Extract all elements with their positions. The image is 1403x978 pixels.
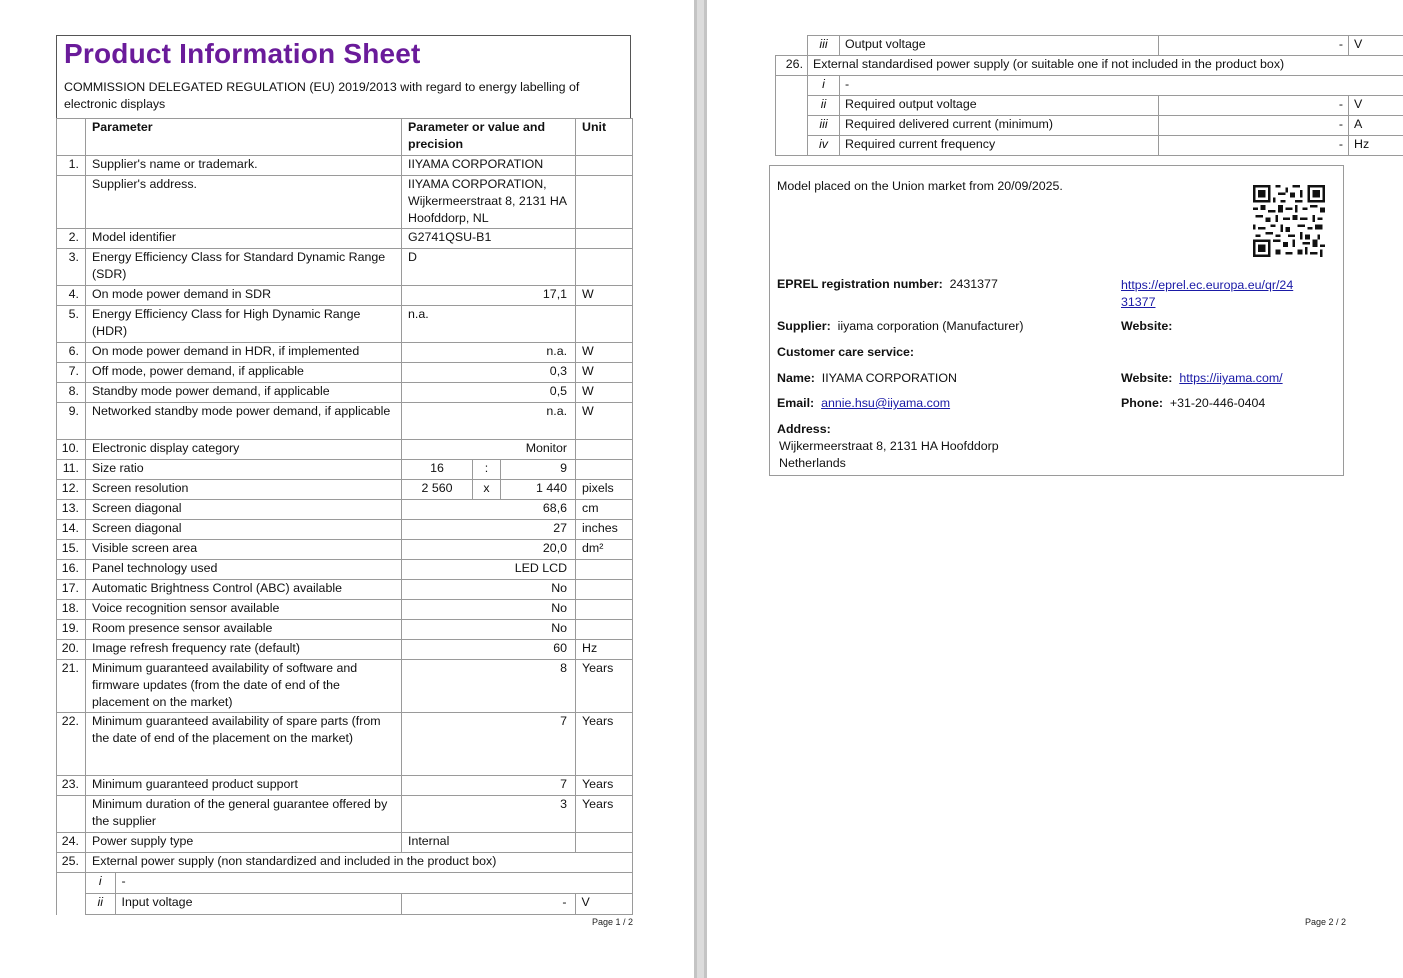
row-number: 18. xyxy=(57,600,86,620)
value-cell: - xyxy=(1159,116,1349,136)
table-row xyxy=(57,249,633,286)
unit-cell: W xyxy=(576,343,633,363)
table-header-row xyxy=(57,119,633,156)
value-part-2: 1 440 xyxy=(501,480,576,500)
website-label: Website: xyxy=(1121,319,1173,333)
parameter-cell: Energy Efficiency Class for High Dynamic Range (HDR) xyxy=(86,306,402,343)
unit-cell: Years xyxy=(576,660,633,713)
unit-cell: cm xyxy=(576,500,633,520)
table-row xyxy=(776,136,1403,156)
row-number: 24. xyxy=(57,833,86,853)
address-line-2: Netherlands xyxy=(779,456,846,470)
value-cell: G2741QSU-B1 xyxy=(402,229,576,249)
name-value: IIYAMA CORPORATION xyxy=(821,371,957,385)
unit-cell: inches xyxy=(576,520,633,540)
unit-cell xyxy=(576,833,633,853)
value-cell: - xyxy=(1159,136,1349,156)
phone-line xyxy=(1121,396,1265,410)
page-2 xyxy=(707,0,1403,978)
sub-number: ii xyxy=(808,96,840,116)
table-row xyxy=(57,796,633,833)
product-information-table xyxy=(56,118,633,915)
sub-number: iv xyxy=(808,136,840,156)
table-row xyxy=(57,560,633,580)
row-number xyxy=(57,894,86,915)
page-1 xyxy=(0,0,694,978)
value-cell: n.a. xyxy=(402,403,576,440)
page-subtitle: COMMISSION DELEGATED REGULATION (EU) 2019/2013 with regard to energy labelling of electronic displays xyxy=(64,80,580,111)
parameter-cell: Panel technology used xyxy=(86,560,402,580)
supplier-line xyxy=(777,319,1024,333)
table-row xyxy=(57,600,633,620)
eprel-number: 2431377 xyxy=(949,277,998,291)
parameter-cell: External power supply (non standardized and included in the product box) xyxy=(86,853,633,873)
table-row xyxy=(57,156,633,176)
header-parameter: Parameter xyxy=(86,119,402,156)
header-number-cell xyxy=(57,119,86,156)
parameter-cell: Required current frequency xyxy=(840,136,1159,156)
supplier-label: Supplier: xyxy=(777,319,831,333)
parameter-cell: Minimum duration of the general guarantee offered by the supplier xyxy=(86,796,402,833)
row-number: 11. xyxy=(57,460,86,480)
value-cell: LED LCD xyxy=(402,560,576,580)
table-row xyxy=(57,620,633,640)
unit-cell: Years xyxy=(576,776,633,796)
row-number: 4. xyxy=(57,286,86,306)
supplier-value: iiyama corporation (Manufacturer) xyxy=(837,319,1024,333)
unit-cell: W xyxy=(576,363,633,383)
row-number: 7. xyxy=(57,363,86,383)
header-unit: Unit xyxy=(576,119,633,156)
name-line xyxy=(777,371,957,385)
unit-cell: W xyxy=(576,403,633,440)
value-cell: IIYAMA CORPORATION, Wijkermeerstraat 8, 2131 HA Hoofddorp, NL xyxy=(402,176,576,229)
value-cell: 8 xyxy=(402,660,576,713)
table-row xyxy=(57,480,633,500)
row-number: 13. xyxy=(57,500,86,520)
parameter-cell: Screen resolution xyxy=(86,480,402,500)
unit-cell: A xyxy=(1349,116,1403,136)
parameter-cell: Off mode, power demand, if applicable xyxy=(86,363,402,383)
unit-cell: Years xyxy=(576,796,633,833)
parameter-cell: - xyxy=(115,873,632,893)
value-cell: n.a. xyxy=(402,343,576,363)
unit-cell xyxy=(576,156,633,176)
table-row xyxy=(57,873,633,894)
sub-number: iii xyxy=(808,36,840,56)
unit-cell: Hz xyxy=(576,640,633,660)
table-row xyxy=(57,520,633,540)
row-number: 12. xyxy=(57,480,86,500)
table-row xyxy=(776,116,1403,136)
parameter-cell: Minimum guaranteed availability of software and firmware updates (from the date of end of the placement on the market) xyxy=(86,660,402,713)
phone-label: Phone: xyxy=(1121,396,1163,410)
table-row xyxy=(57,343,633,363)
table-row xyxy=(57,363,633,383)
row-number: 21. xyxy=(57,660,86,713)
parameter-cell: Visible screen area xyxy=(86,540,402,560)
value-cell: 7 xyxy=(402,713,576,776)
page-gutter xyxy=(694,0,707,978)
value-cell: Monitor xyxy=(402,440,576,460)
unit-cell xyxy=(576,600,633,620)
parameter-cell: Electronic display category xyxy=(86,440,402,460)
value-separator: : xyxy=(473,460,501,480)
unit-cell: W xyxy=(576,383,633,403)
row-number: 9. xyxy=(57,403,86,440)
parameter-cell: Supplier's name or trademark. xyxy=(86,156,402,176)
row-number: 16. xyxy=(57,560,86,580)
unit-cell: Hz xyxy=(1349,136,1403,156)
parameter-cell: - xyxy=(840,76,1403,96)
market-placement-text: Model placed on the Union market from 20/09/2025. xyxy=(777,179,1063,193)
value-cell: 20,0 xyxy=(402,540,576,560)
parameter-cell: Supplier's address. xyxy=(86,176,402,229)
sub-row-cell xyxy=(86,873,633,894)
parameter-cell: Minimum guaranteed availability of spare parts (from the date of end of the placement on the market) xyxy=(86,713,402,776)
eprel-link-line-1[interactable]: https://eprel.ec.europa.eu/qr/24 xyxy=(1121,278,1294,292)
row-number xyxy=(57,796,86,833)
parameter-cell: Automatic Brightness Control (ABC) available xyxy=(86,580,402,600)
row-number xyxy=(57,873,86,894)
unit-cell xyxy=(576,620,633,640)
table-row xyxy=(57,440,633,460)
value-cell: IIYAMA CORPORATION xyxy=(402,156,576,176)
email-link[interactable]: annie.hsu@iiyama.com xyxy=(821,396,951,410)
value-cell: 0,3 xyxy=(402,363,576,383)
unit-cell xyxy=(576,580,633,600)
address-line-1: Wijkermeerstraat 8, 2131 HA Hoofddorp xyxy=(779,439,999,453)
parameter-cell: Energy Efficiency Class for Standard Dynamic Range (SDR) xyxy=(86,249,402,286)
parameter-cell: Voice recognition sensor available xyxy=(86,600,402,620)
eprel-label: EPREL registration number: xyxy=(777,277,943,291)
value-cell: No xyxy=(402,600,576,620)
table-row xyxy=(57,776,633,796)
parameter-cell: Input voltage xyxy=(115,894,401,914)
eprel-link[interactable] xyxy=(1121,277,1293,311)
value-cell: 60 xyxy=(402,640,576,660)
value-cell: - xyxy=(1159,96,1349,116)
website-line xyxy=(1121,371,1283,385)
address-label: Address: xyxy=(777,422,831,436)
table-row xyxy=(57,403,633,440)
value-cell: 68,6 xyxy=(402,500,576,520)
phone-value: +31-20-446-0404 xyxy=(1169,396,1266,410)
unit-cell xyxy=(576,460,633,480)
unit-cell xyxy=(576,176,633,229)
unit-cell xyxy=(576,560,633,580)
unit-cell xyxy=(576,306,633,343)
value-cell: n.a. xyxy=(402,306,576,343)
row-number: 26. xyxy=(776,56,808,76)
row-number: 14. xyxy=(57,520,86,540)
row-number: 15. xyxy=(57,540,86,560)
table-row xyxy=(57,176,633,229)
parameter-cell: Size ratio xyxy=(86,460,402,480)
table-row xyxy=(57,853,633,873)
row-number: 22. xyxy=(57,713,86,776)
value-cell: No xyxy=(402,580,576,600)
parameter-cell: Power supply type xyxy=(86,833,402,853)
parameter-cell: Output voltage xyxy=(840,36,1159,56)
sub-number: ii xyxy=(86,894,115,914)
website-label-2: Website: xyxy=(1121,371,1173,385)
table-row xyxy=(57,660,633,713)
row-number: 8. xyxy=(57,383,86,403)
row-number: 5. xyxy=(57,306,86,343)
row-number xyxy=(57,176,86,229)
table-row xyxy=(57,229,633,249)
email-label: Email: xyxy=(777,396,815,410)
email-line xyxy=(777,396,950,410)
table-row xyxy=(57,833,633,853)
name-label: Name: xyxy=(777,371,815,385)
unit-cell xyxy=(576,249,633,286)
sub-number: iii xyxy=(808,116,840,136)
value-part-2: 9 xyxy=(501,460,576,480)
table-row xyxy=(776,96,1403,116)
row-number: 20. xyxy=(57,640,86,660)
table-row xyxy=(57,383,633,403)
website-link[interactable]: https://iiyama.com/ xyxy=(1179,371,1283,385)
row-number: 6. xyxy=(57,343,86,363)
table-row xyxy=(57,540,633,560)
parameter-cell: Screen diagonal xyxy=(86,500,402,520)
sub-number: i xyxy=(808,76,840,96)
parameter-cell: Minimum guaranteed product support xyxy=(86,776,402,796)
row-number: 3. xyxy=(57,249,86,286)
qr-code-icon[interactable] xyxy=(1253,185,1325,257)
table-row xyxy=(57,460,633,480)
unit-cell xyxy=(576,229,633,249)
unit-cell: W xyxy=(576,286,633,306)
table-row xyxy=(57,500,633,520)
eprel-info-box xyxy=(769,165,1344,476)
table-row xyxy=(57,713,633,776)
parameter-cell: Image refresh frequency rate (default) xyxy=(86,640,402,660)
table-row xyxy=(57,286,633,306)
row-number: 17. xyxy=(57,580,86,600)
page-title: Product Information Sheet xyxy=(64,38,421,69)
header-box xyxy=(56,35,631,118)
unit-cell: dm² xyxy=(576,540,633,560)
row-number: 1. xyxy=(57,156,86,176)
value-cell: - xyxy=(1159,36,1349,56)
power-supply-table xyxy=(775,35,1403,156)
row-number: 25. xyxy=(57,853,86,873)
table-row xyxy=(776,76,1403,96)
unit-cell: Years xyxy=(576,713,633,776)
row-number: 2. xyxy=(57,229,86,249)
parameter-cell: Screen diagonal xyxy=(86,520,402,540)
unit-cell: V xyxy=(575,894,632,914)
unit-cell: V xyxy=(1349,96,1403,116)
parameter-cell: Room presence sensor available xyxy=(86,620,402,640)
value-cell: 27 xyxy=(402,520,576,540)
value-part-1: 16 xyxy=(402,460,473,480)
table-row xyxy=(57,640,633,660)
value-cell: D xyxy=(402,249,576,286)
table-row xyxy=(57,306,633,343)
parameter-cell: Standby mode power demand, if applicable xyxy=(86,383,402,403)
table-row xyxy=(776,56,1403,76)
sub-number: i xyxy=(86,873,115,893)
parameter-cell: On mode power demand in SDR xyxy=(86,286,402,306)
header-value: Parameter or value and precision xyxy=(402,119,576,156)
table-row xyxy=(776,36,1403,56)
parameter-cell: External standardised power supply (or suitable one if not included in the product box) xyxy=(808,56,1403,76)
address-block xyxy=(779,438,999,472)
row-number: 19. xyxy=(57,620,86,640)
eprel-link-line-2[interactable]: 31377 xyxy=(1121,295,1156,309)
parameter-cell: Model identifier xyxy=(86,229,402,249)
value-cell: 0,5 xyxy=(402,383,576,403)
eprel-registration xyxy=(777,277,998,291)
value-part-1: 2 560 xyxy=(402,480,473,500)
parameter-cell: Required output voltage xyxy=(840,96,1159,116)
value-cell: 17,1 xyxy=(402,286,576,306)
value-cell: Internal xyxy=(402,833,576,853)
parameter-cell: On mode power demand in HDR, if implemented xyxy=(86,343,402,363)
unit-cell: V xyxy=(1349,36,1403,56)
value-separator: x xyxy=(473,480,501,500)
row-number: 23. xyxy=(57,776,86,796)
row-number: 10. xyxy=(57,440,86,460)
table-row xyxy=(57,580,633,600)
page-number: Page 1 / 2 xyxy=(592,917,634,927)
page-number: Page 2 / 2 xyxy=(1305,917,1347,927)
parameter-cell: Networked standby mode power demand, if applicable xyxy=(86,403,402,440)
sub-row-cell xyxy=(86,894,633,915)
customer-care-label: Customer care service: xyxy=(777,345,915,359)
parameter-cell: Required delivered current (minimum) xyxy=(840,116,1159,136)
value-cell: 7 xyxy=(402,776,576,796)
table-row xyxy=(57,894,633,915)
unit-cell: pixels xyxy=(576,480,633,500)
value-cell: - xyxy=(401,894,575,914)
value-cell: 3 xyxy=(402,796,576,833)
unit-cell xyxy=(576,440,633,460)
value-cell: No xyxy=(402,620,576,640)
